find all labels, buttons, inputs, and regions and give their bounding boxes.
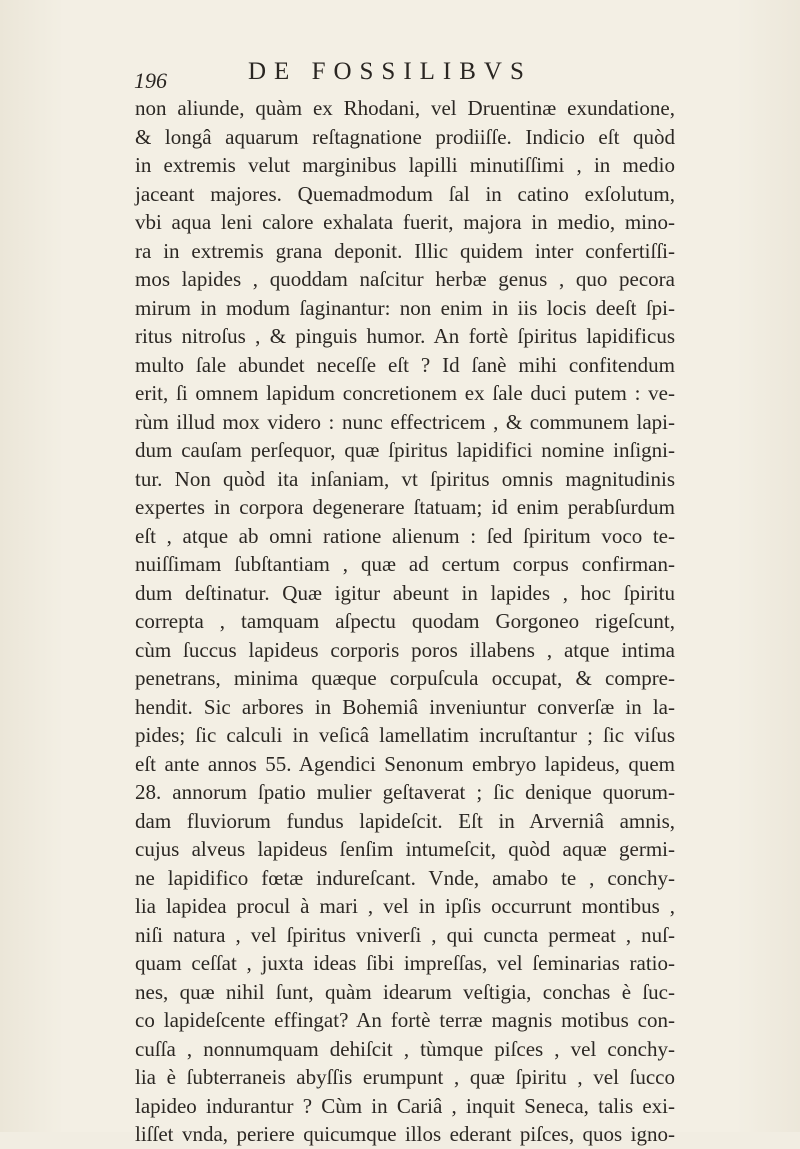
text-line: dum cauſam perſequor, quæ ſpiritus lapidifici nomine inſigni- [135,438,675,462]
text-line: cuſſa , nonnumquam dehiſcit , tùmque piſces , vel conchy- [135,1036,675,1061]
text-line: expertes in corpora degenerare ſtatuam; id enim perabſurdum [135,495,675,519]
text-line: nes, quæ nihil ſunt, quàm idearum veſtigia, conchas è ſuc- [135,979,675,1004]
text-line: cùm ſuccus lapideus corporis poros illabens , atque intima [135,637,675,662]
text-line: eſt , atque ab omni ratione alienum : ſed ſpiritum voco te- [135,523,675,548]
text-line: multo ſale abundet neceſſe eſt ? Id ſanè mihi confitendum [135,352,675,377]
text-line: pides; ſic calculi in veſicâ lamellatim incruſtantur ; ſic viſus [135,723,675,747]
text-line: lapideo indurantur ? Cùm in Cariâ , inquit Seneca, talis exi- [135,1093,675,1118]
text-line: cujus alveus lapideus ſenſim intumeſcit, quòd aquæ germi- [135,837,675,861]
text-line: penetrans, minima quæque corpuſcula occupat, & compre- [135,666,675,690]
text-line: quam ceſſat , juxta ideas ſibi impreſſas, vel ſeminarias ratio- [135,951,675,975]
text-line: erit, ſi omnem lapidum concretionem ex ſale duci putem : ve- [135,381,675,405]
text-line: ra in extremis grana deponit. Illic quidem inter confertiſſi- [135,238,675,263]
text-line: in extremis velut marginibus lapilli minutiſſimi , in medio [135,153,675,177]
text-line: & longâ aquarum reſtagnatione prodiiſſe. Indicio eſt quòd [135,124,675,149]
text-line: mos lapides , quoddam naſcitur herbæ genus , quo pecora [135,267,675,291]
text-line: 28. annorum ſpatio mulier geſtaverat ; ſic denique quorum- [135,780,675,804]
text-line: vbi aqua leni calore exhalata fuerit, majora in medio, mino- [135,210,675,234]
text-line: eſt ante annos 55. Agendici Senonum embryo lapideus, quem [135,751,675,776]
page-number: 196 [134,68,167,93]
text-line: dum deſtinatur. Quæ igitur abeunt in lapides , hoc ſpiritu [135,580,675,605]
text-line: lia lapidea procul à mari , vel in ipſis occurrunt montibus , [135,894,675,918]
text-line: liſſet vnda, periere quicumque illos ederant piſces, quos igno- [135,1122,675,1146]
text-line: hendit. Sic arbores in Bohemiâ inveniuntur converſæ in la- [135,694,675,719]
body-text [135,94,675,1149]
text-line: co lapideſcente effingat? An fortè terræ magnis motibus con- [135,1008,675,1032]
running-head: DE FOSSILIBVS [248,58,532,85]
text-line: ne lapidifico fœtæ indureſcant. Vnde, amabo te , conchy- [135,865,675,890]
text-line: niſi natura , vel ſpiritus vniverſi , qui cuncta permeat , nuſ- [135,922,675,947]
text-line: lia è ſubterraneis abyſſis erumpunt , quæ ſpiritu , vel ſucco [135,1065,675,1089]
page-header [0,58,800,98]
text-line: nuiſſimam ſubſtantiam , quæ ad certum corpus confirman- [135,552,675,576]
text-line: rùm illud mox videro : nunc effectricem , & communem lapi- [135,409,675,434]
text-line: correpta , tamquam aſpectu quodam Gorgoneo rigeſcunt, [135,609,675,633]
text-line: non aliunde, quàm ex Rhodani, vel Druentinæ exundatione, [135,96,675,120]
text-line: jaceant majores. Quemadmodum ſal in catino exſolutum, [135,181,675,206]
text-line: dam fluviorum fundus lapideſcit. Eſt in Arverniâ amnis, [135,808,675,833]
text-line: tur. Non quòd ita inſaniam, vt ſpiritus omnis magnitudinis [135,466,675,491]
text-line: mirum in modum ſaginantur: non enim in iis locis deeſt ſpi- [135,295,675,320]
text-line: ritus nitroſus , & pinguis humor. An fortè ſpiritus lapidificus [135,324,675,348]
